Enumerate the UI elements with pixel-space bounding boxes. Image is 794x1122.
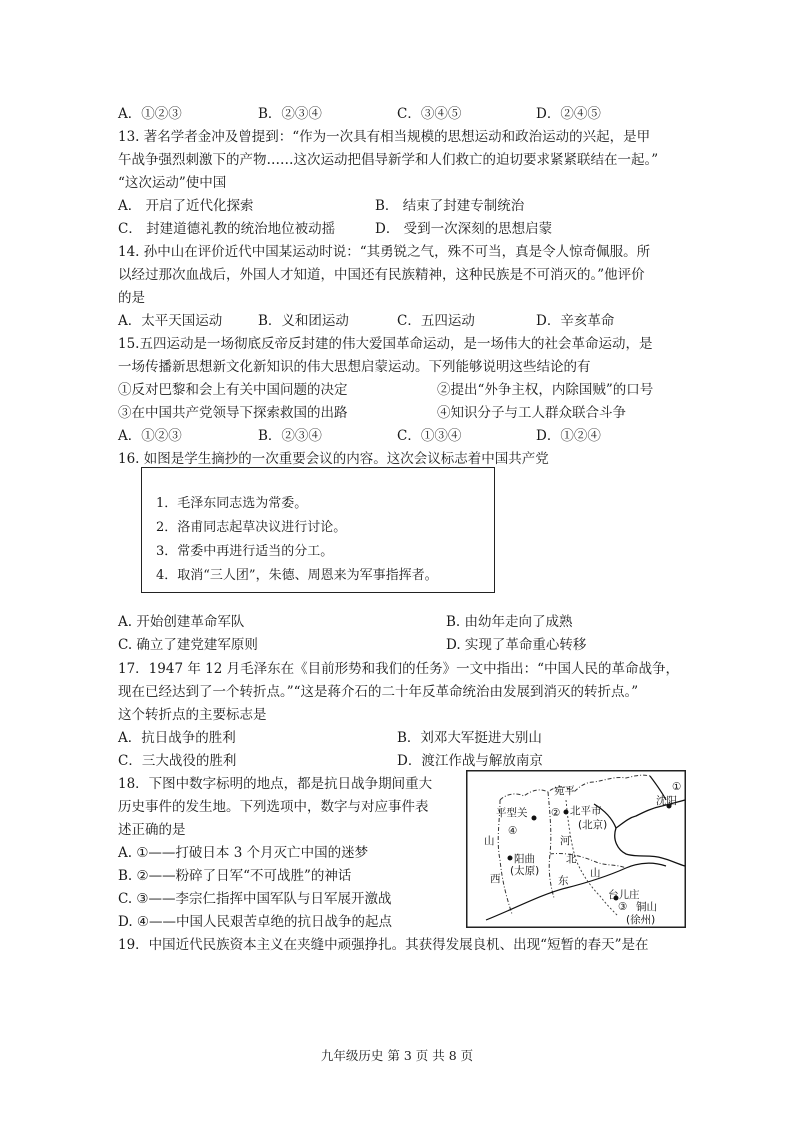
q12-option-c: C．③④⑤ [397,106,462,122]
q15-item-2: ②提出“外争主权，内除国贼”的口号 [437,382,654,398]
q18-stem-line-1: 18．下图中数字标明的地点，都是抗日战争期间重大 [118,776,433,792]
q14-stem-line-1: 14. 孙中山在评价近代中国某运动时说：“其勇锐之气，殊不可当，真是令人惊奇佩服。所 [118,244,651,260]
map-label-yangqu: 阳曲 [514,853,535,865]
page-footer: 九年级历史 第 3 页 共 8 页 [320,1048,474,1063]
q14-option-c: C．五四运动 [397,313,475,329]
q18-stem-line-3: 述正确的是 [118,822,186,838]
q13-stem-line-1: 13. 著名学者金冲及曾提到：“作为一次具有相当规模的思想运动和政治运动的兴起，是甲 [118,129,651,145]
map-label-xuzhou: (徐州) [626,914,656,926]
q13-option-d: D． 受到一次深刻的思想启蒙 [375,221,553,237]
q16-option-b: B. 由幼年走向了成熟 [446,614,573,630]
q13-option-b: B． 结束了封建专制统治 [375,198,525,214]
q14-option-a: A．太平天国运动 [118,313,223,329]
q18-option-b: B. ②——粉碎了日军“不可战胜”的神话 [118,868,352,884]
map-label-shan1: 山 [484,835,495,847]
q18-option-d: D. ④——中国人民艰苦卓绝的抗日战争的起点 [118,914,393,930]
q16-stem-line-1: 16. 如图是学生摘抄的一次重要会议的内容。这次会议标志着中国共产党 [118,451,549,467]
q15-option-a: A．①②③ [118,428,182,444]
marker-wanping [564,810,569,815]
q15-item-3: ③在中国共产党领导下探索救国的出路 [118,405,348,421]
q14-stem-line-2: 以经过那次血战后，外国人才知道，中国还有民族精神，这种民族是不可消灭的。”他评价 [118,267,645,283]
q16-option-c: C. 确立了建党建军原则 [118,637,258,653]
q17-stem-line-1: 17．1947 年 12 月毛泽东在《目前形势和我们的任务》一文中指出：“中国人民的革命战争， [118,661,679,677]
q17-option-d: D．渡江作战与解放南京 [397,753,543,769]
q17-option-b: B．刘邓大军挺进大别山 [397,730,542,746]
q16-note-1: 1．毛泽东同志选为常委。 [156,496,308,511]
q17-stem-line-3: 这个转折点的主要标志是 [118,707,267,723]
q15-option-c: C．①③④ [397,428,462,444]
map-label-he: 河 [560,835,571,847]
q15-stem-line-2: 一场传播新思想新文化新知识的伟大思想启蒙运动。下列能够说明这些结论的有 [118,359,591,375]
map-label-bei: 北 [566,853,577,865]
map-label-shenyang: 沈阳 [656,795,677,807]
map-label-n4: ④ [508,825,518,837]
q15-stem-line-1: 15.五四运动是一场彻底反帝反封建的伟大爱国革命运动，是一场伟大的社会革命运动，是 [118,336,653,352]
q17-stem-line-2: 现在已经达到了一个转折点。”“这是蒋介石的二十年反革命统治由发展到消灭的转折点。” [118,684,639,700]
q18-stem-line-2: 历史事件的发生地。下列选项中，数字与对应事件表 [118,799,429,815]
map-label-beijing: (北京) [578,819,608,831]
map-label-n1: ① [672,781,682,793]
q16-note-4: 4．取消“三人团”，朱德、周恩来为军事指挥者。 [156,568,438,583]
map-label-taierzhuang: 台儿庄 [608,889,640,901]
q15-item-1: ①反对巴黎和会上有关中国问题的决定 [118,382,348,398]
map-label-beipingshi: 北平市 [570,805,602,817]
marker-pingxingguan [532,816,537,821]
q17-option-a: A．抗日战争的胜利 [118,730,236,746]
q18-option-c: C. ③——李宗仁指挥中国军队与日军展开激战 [118,891,392,907]
q15-option-b: B．②③④ [258,428,322,444]
map-label-taiyuan: (太原) [510,865,540,877]
q17-option-c: C．三大战役的胜利 [118,753,237,769]
q15-item-4: ④知识分子与工人群众联合斗争 [437,405,626,421]
q18-map [466,770,686,928]
map-label-pingxingguan: 平型关 [496,807,528,819]
q13-stem-line-2: 午战争强烈刺激下的产物……这次运动把倡导新学和人们救亡的迫切要求紧紧联结在一起。” [118,152,659,168]
q16-meeting-notes-box [141,467,495,593]
q19-stem-line-1: 19．中国近代民族资本主义在夹缝中顽强挣扎。其获得发展良机、出现“短暂的春天”是在 [118,937,649,953]
q18-option-a: A. ①——打破日本 3 个月灭亡中国的迷梦 [118,845,369,861]
map-label-xi: 西 [490,873,501,885]
map-label-tongshan: 铜山 [636,901,657,913]
q12-option-d: D．②④⑤ [536,106,601,122]
map-label-n3: ③ [618,901,628,913]
q14-option-d: D．辛亥革命 [536,313,615,329]
q16-note-2: 2．洛甫同志起草决议进行讨论。 [156,520,347,535]
map-label-wanping: 宛平 [554,785,575,797]
map-label-shan2: 山 [590,867,601,879]
q14-option-b: B．义和团运动 [258,313,349,329]
marker-taiyuan [508,856,513,861]
map-label-dong: 东 [558,875,569,887]
q12-option-b: B．②③④ [258,106,322,122]
q15-option-d: D．①②④ [536,428,601,444]
q16-note-3: 3．常委中再进行适当的分工。 [156,544,334,559]
q16-option-a: A. 开始创建革命军队 [118,614,245,630]
q13-option-a: A． 开启了近代化探索 [118,198,254,214]
q14-stem-line-3: 的是 [118,290,145,306]
map-label-n2: ② [551,807,561,819]
q12-option-a: A．①②③ [118,106,182,122]
q16-option-d: D. 实现了革命重心转移 [446,637,587,653]
q13-option-c: C． 封建道德礼教的统治地位被动摇 [118,221,336,237]
q13-stem-line-3: “这次运动”使中国 [118,175,227,191]
